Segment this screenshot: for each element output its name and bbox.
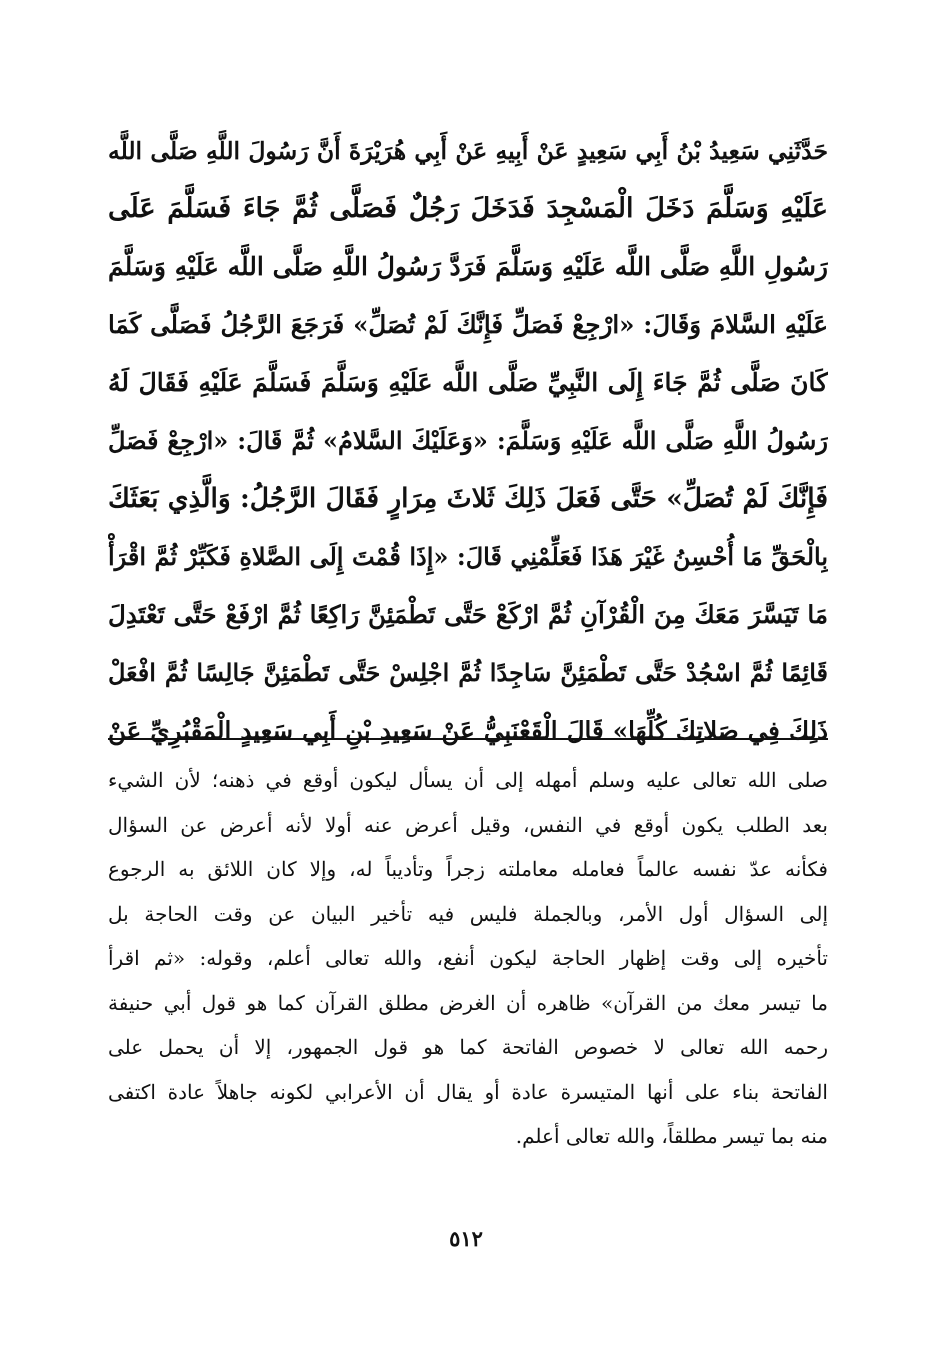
hadith-line-2: عَلَيْهِ وَسَلَّمَ دَخَلَ الْمَسْجِدَ فَدَخَلَ رَجُلٌ فَصَلَّى ثُمَّ جَاءَ فَسَلَّمَ عَلَى <box>108 193 828 224</box>
footnote-line-3: فكأنه عدّ نفسه عالماً فعامله معاملته زجراً وتأديباً له، وإلا كان اللائق به الرجوع <box>108 857 828 881</box>
hadith-line-9: مَا تَيَسَّرَ مَعَكَ مِنَ الْقُرْآنِ ثُمَّ ارْكَعْ حَتَّى تَطْمَئِنَّ رَاكِعًا ثُمَّ ارْفَعْ حَتَّى تَعْتَدِلَ <box>108 600 828 629</box>
footnote-line-2: بعد الطلب يكون أوقع في النفس، وقيل أعرض عنه أولا لأنه أعرض عن السؤال <box>108 812 828 837</box>
hadith-line-8: بِالْحَقِّ مَا أُحْسِنُ غَيْرَ هَذَا فَعَلِّمْنِي قَالَ: «إِذَا قُمْتَ إِلَى الصَّلاةِ فَكَبِّرْ ثُمَّ اقْرَأْ <box>108 542 828 571</box>
hadith-text <box>108 122 828 760</box>
footnote-line-7: رحمه الله تعالى لا خصوص الفاتحة كما هو قول الجمهور، إلا أن يحمل على <box>108 1035 828 1059</box>
hadith-line-11: ذَلِكَ فِي صَلاتِكَ كُلِّهَا» قَالَ الْقَعْنَبِيُّ عَنْ سَعِيدِ بْنِ أَبِي سَعِيدٍ الْمَقْبُرِيِّ عَنْ <box>108 716 828 745</box>
hadith-line-4: عَلَيْهِ السَّلامَ وَقَالَ: «ارْجِعْ فَصَلِّ فَإِنَّكَ لَمْ تُصَلِّ» فَرَجَعَ الرَّجُلُ فَصَلَّى كَمَا <box>108 310 828 339</box>
hadith-line-3: رَسُولِ اللَّهِ صَلَّى اللَّه عَلَيْهِ وَسَلَّمَ فَرَدَّ رَسُولُ اللَّهِ صَلَّى اللَّه عَلَيْهِ وَسَلَّمَ <box>108 252 828 281</box>
page-number: ٥١٢ <box>449 1226 483 1251</box>
footnote-line-1: صلى الله تعالى عليه وسلم أمهله إلى أن يسأل ليكون أوقع في ذهنه؛ لأن الشيء <box>108 768 828 792</box>
footnote-line-8: الفاتحة بناء على أنها المتيسرة عادة أو يقال أن الأعرابي لكونه جاهلاً عادة اكتفى <box>108 1079 828 1104</box>
footnote-line-9: منه بما تيسر مطلقاً، والله تعالى أعلم. <box>515 1124 828 1148</box>
footnote-commentary <box>108 758 828 1159</box>
footnote-line-6: ما تيسر معك من القرآن» ظاهره أن الغرض مطلق القرآن كما هو قول أبي حنيفة <box>108 990 828 1015</box>
hadith-line-7: فَإِنَّكَ لَمْ تُصَلِّ» حَتَّى فَعَلَ ذَلِكَ ثَلاثَ مِرَارٍ فَقَالَ الرَّجُلُ: وَالَّذِي بَعَثَكَ <box>108 483 828 514</box>
hadith-line-5: كَانَ صَلَّى ثُمَّ جَاءَ إِلَى النَّبِيِّ صَلَّى اللَّه عَلَيْهِ وَسَلَّمَ فَسَلَّمَ عَلَيْهِ فَقَالَ لَهُ <box>108 368 828 397</box>
hadith-line-6: رَسُولُ اللَّهِ صَلَّى اللَّه عَلَيْهِ وَسَلَّمَ: «وَعَلَيْكَ السَّلامُ» ثُمَّ قَالَ: «ارْجِعْ فَصَلِّ <box>108 426 828 455</box>
hadith-line-1: حَدَّثَنِي سَعِيدُ بْنُ أَبِي سَعِيدٍ عَنْ أَبِيهِ عَنْ أَبِي هُرَيْرَةَ أَنَّ رَسُولَ اللَّهِ صَلَّى اللَّه <box>108 137 828 165</box>
footnote-line-5: تأخيره إلى وقت إظهار الحاجة ليكون أنفع، والله تعالى أعلم، وقوله: «ثم اقرأ <box>108 946 828 970</box>
hadith-line-10: قَائِمًا ثُمَّ اسْجُدْ حَتَّى تَطْمَئِنَّ سَاجِدًا ثُمَّ اجْلِسْ حَتَّى تَطْمَئِنَّ جَالِسًا ثُمَّ افْعَلْ <box>108 658 828 687</box>
footnote-line-4: إلى السؤال أول الأمر، وبالجملة فليس فيه تأخير البيان عن وقت الحاجة بل <box>108 901 828 926</box>
footnote-divider <box>108 738 828 740</box>
